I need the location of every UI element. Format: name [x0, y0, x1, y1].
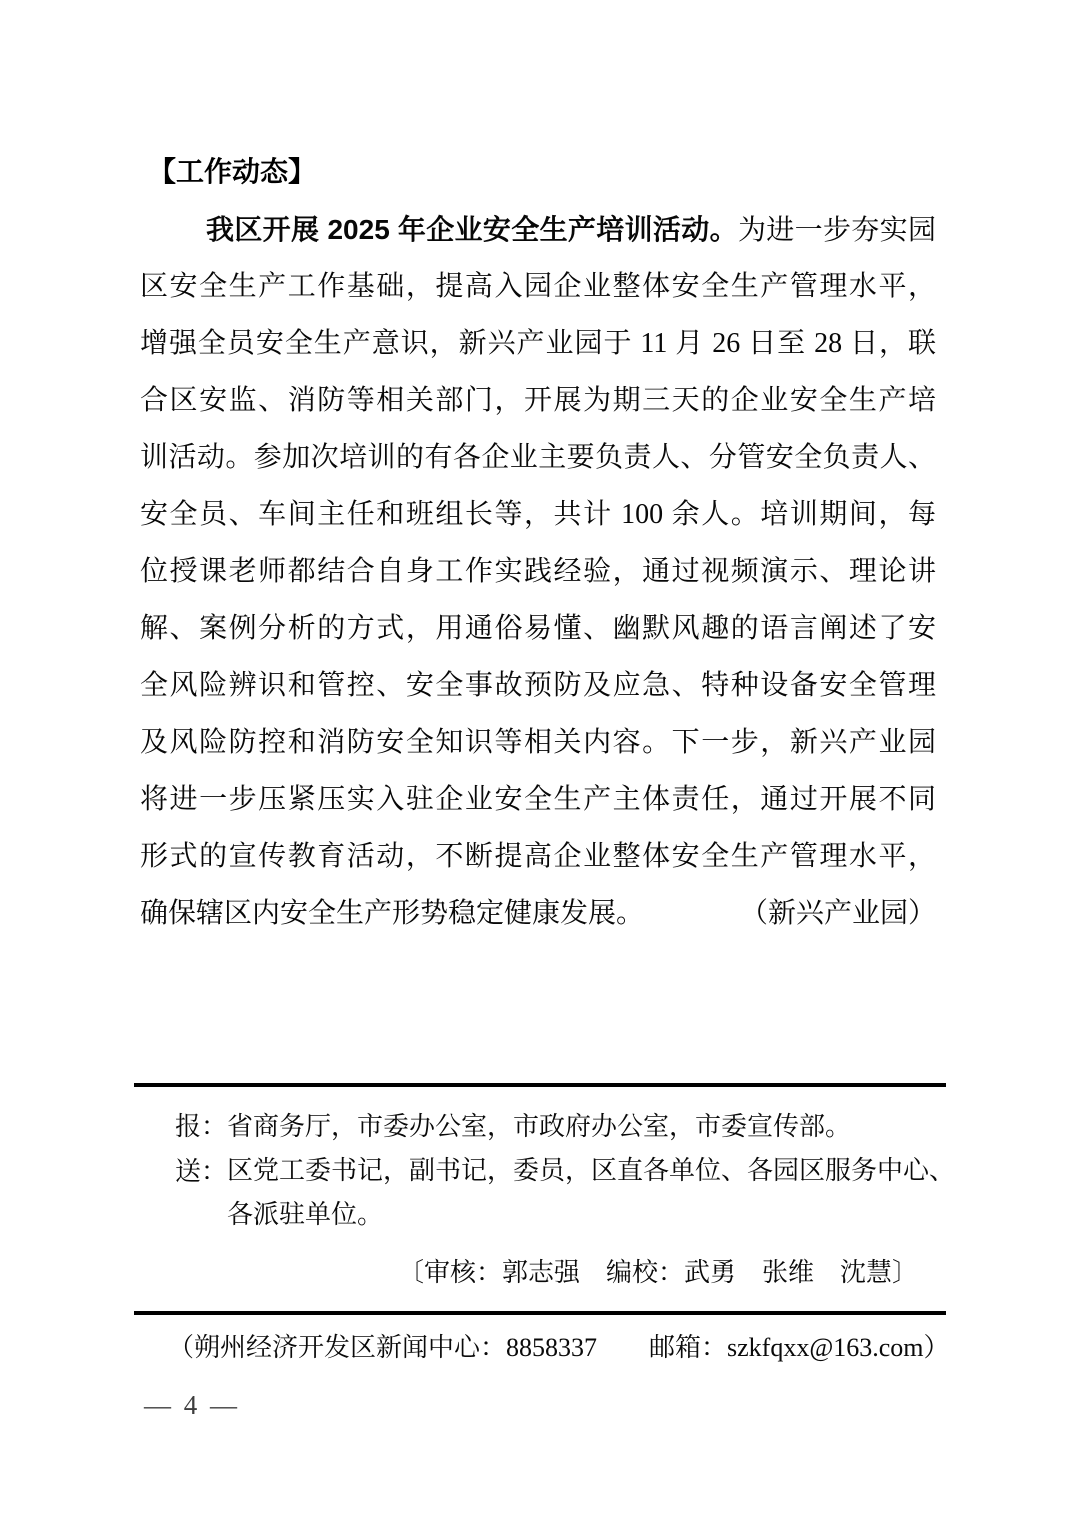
article-closing-text: 确保辖区内安全生产形势稳定健康发展。 [140, 898, 645, 929]
audit-credits-line: 〔审核：郭志强 编校：武勇 张维 沈慧〕 [397, 1258, 918, 1287]
article-body [140, 201, 936, 942]
article-first-line [140, 201, 936, 258]
body-text-line: 增强全员安全生产意识，新兴产业园于 11 月 26 日至 28 日，联 [140, 328, 936, 359]
body-text-line: 区安全生产工作基础，提高入园企业整体安全生产管理水平， [140, 271, 936, 302]
send-label: 送： [175, 1157, 228, 1186]
report-line [140, 1104, 936, 1149]
report-text: 省商务厅，市委办公室，市政府办公室，市委宣传部。 [227, 1112, 852, 1141]
footer-divider-rule [134, 1311, 946, 1315]
body-text-line: 将进一步压紧压实入驻企业安全生产主体责任，通过开展不同 [140, 784, 936, 815]
article-title: 我区开展 2025 年企业安全生产培训活动。 [206, 214, 738, 245]
body-text-line: 位授课老师都结合自身工作实践经验，通过视频演示、理论讲 [140, 556, 936, 587]
page-number: — 4 — [144, 1390, 240, 1420]
send-text [227, 1149, 955, 1237]
body-text-line: 安全员、车间主任和班组长等，共计 100 余人。培训期间，每 [140, 499, 936, 530]
section-heading: 【工作动态】 [148, 156, 317, 187]
distribution-divider-rule [134, 1083, 946, 1087]
body-text-line: 解、案例分析的方式，用通俗易懂、幽默风趣的语言阐述了安 [140, 613, 936, 644]
body-text-line: 形式的宣传教育活动，不断提高企业整体安全生产管理水平， [140, 841, 936, 872]
send-text-line1: 区党工委书记，副书记，委员，区直各单位、各园区服务中心、 [227, 1156, 956, 1185]
body-text-line: 训活动。参加次培训的有各企业主要负责人、分管安全负责人、 [140, 442, 936, 473]
article-last-line [140, 885, 936, 942]
send-line [140, 1149, 956, 1237]
article-source-attribution: （新兴产业园） [739, 898, 936, 929]
body-text-line: 全风险辨识和管控、安全事故预防及应急、特种设备安全管理 [140, 670, 936, 701]
article-first-line-rest: 为进一步夯实园 [737, 215, 936, 246]
report-label: 报： [175, 1112, 228, 1141]
footer-contact-line: （朔州经济开发区新闻中心：8858337 邮箱：szkfqxx@163.com） [168, 1333, 950, 1362]
body-text-line: 合区安监、消防等相关部门，开展为期三天的企业安全生产培 [140, 385, 936, 416]
send-text-line2: 各派驻单位。 [227, 1200, 384, 1229]
article-lines [140, 258, 936, 885]
distribution-block [140, 1104, 956, 1293]
body-text-line: 及风险防控和消防安全知识等相关内容。下一步，新兴产业园 [140, 727, 936, 758]
